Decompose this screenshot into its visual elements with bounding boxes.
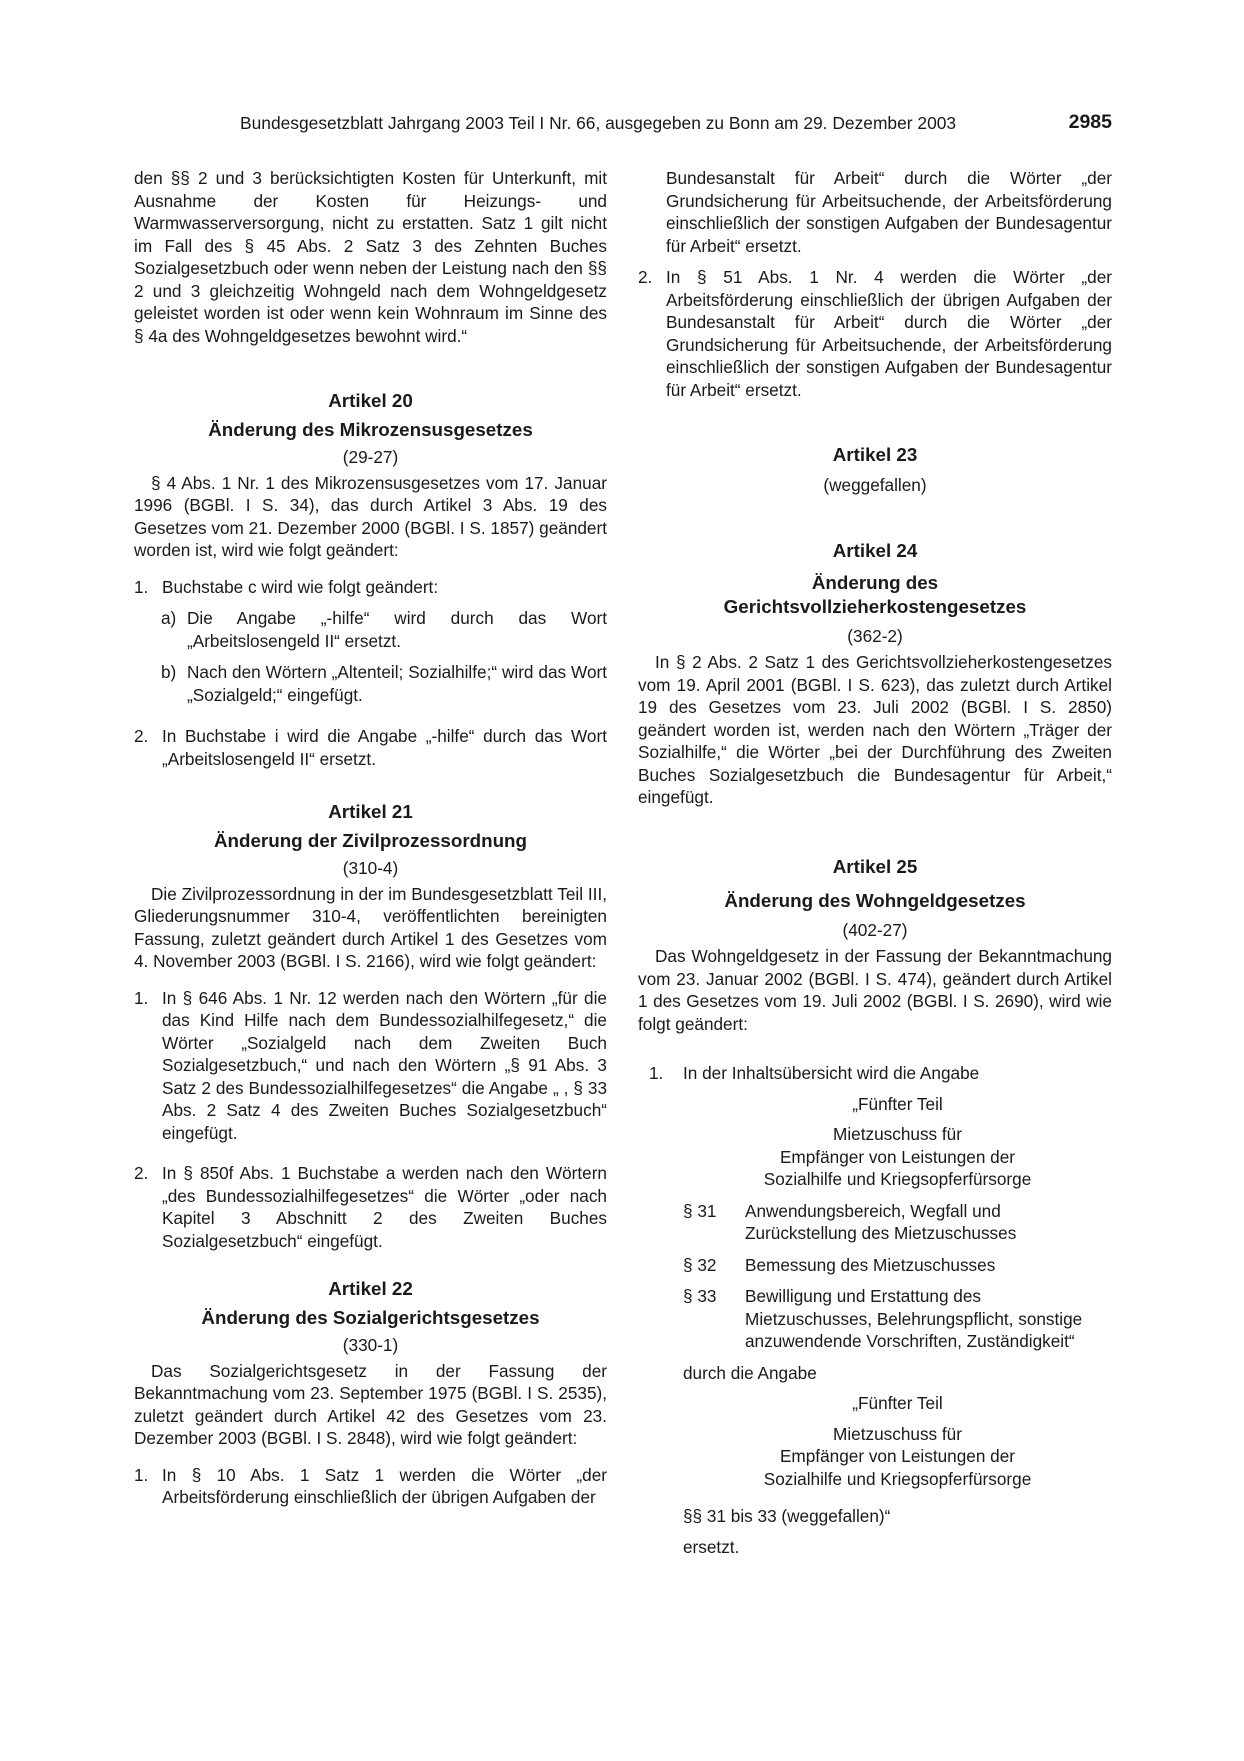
- article-24-number: Artikel 24: [832, 539, 918, 561]
- connector-text: durch die Angabe: [683, 1362, 817, 1383]
- quoted-heading: „Fünfter Teil: [852, 1393, 943, 1413]
- article-25-title: Änderung des Wohngeldgesetzes: [724, 889, 1026, 911]
- article-24-title-line1: Änderung des: [811, 571, 939, 593]
- article-20-number: Artikel 20: [328, 390, 413, 411]
- paragraph-entry: § 31 Anwendungsbereich, Wegfall und Zurückstellung des Mietzuschusses: [683, 1200, 1017, 1243]
- running-title: Bundesgesetzblatt Jahrgang 2003 Teil I Nr. 66, ausgegeben zu Bonn am 29. Dezember 2003: [240, 113, 957, 133]
- article-22-number: Artikel 22: [328, 1278, 413, 1299]
- article-24-text: In § 2 Abs. 2 Satz 1 des Gerichtsvollzieherkostengesetzes vom 19. April 2001 (BGBl. I S. 623), das zuletzt durch Artikel 19 des Gesetzes vom 23. Juli 2002 (BGBl. I S. 2850) geändert worden ist, werden nach den Wörtern „Träger der Sozialhilfe,“ die Wörter „bei der Durchführung des Zweiten Buches Sozialgesetzbuch die Bundesagentur für Arbeit,“ eingefügt.: [638, 652, 1112, 807]
- article-24-title-line2: Gerichtsvollzieherkostengesetzes: [723, 595, 1027, 617]
- quoted-subheading: Mietzuschuss für: [833, 1423, 962, 1444]
- article-20-code: (29-27): [342, 447, 399, 467]
- article-23-number: Artikel 23: [832, 444, 918, 465]
- article-21-title: Änderung der Zivilprozessordnung: [213, 830, 528, 851]
- paragraph-entry: § 32 Bemessung des Mietzuschusses: [683, 1254, 996, 1275]
- article-25-code: (402-27): [842, 919, 908, 940]
- page-header: [240, 111, 1112, 139]
- list-item: 2. In § 51 Abs. 1 Nr. 4 werden die Wörter „der Arbeitsförderung einschließlich der übrigen Aufgaben der Bundesanstalt für Arbeit“ durch die Wörter „der Grundsicherung für Arbeitsuchende, der Arbeitsförderung einschließlich der sonstigen Aufgaben der Bundesagentur für Arbeit“ ersetzt.: [638, 267, 1112, 400]
- article-22-text: Das Sozialgerichtsgesetz in der Fassung der Bekanntmachung vom 23. September 1975 (BGBl. I S. 2535), zuletzt geändert durch Artikel 42 des Gesetzes vom 23. Dezember 2003 (BGBl. I S. 2848), wird wie folgt geändert:: [134, 1360, 607, 1448]
- list-item: 1. Buchstabe c wird wie folgt geändert:: [134, 576, 439, 597]
- right-column: [638, 167, 1112, 1558]
- list-item: a) Die Angabe „-hilfe“ wird durch das Wort „Arbeitslosengeld II“ ersetzt.: [161, 608, 607, 651]
- list-item: 1. In § 646 Abs. 1 Nr. 12 werden nach den Wörtern „für die das Kind Hilfe nach dem Bundessozialhilfegesetz,“ die Wörter „Sozialgeld nach dem Zweiten Buch Sozialgesetzbuch,“ und nach den Wörtern „§ 91 Abs. 3 Satz 2 des Bundessozialhilfegesetzes“ die Angabe „ , § 33 Abs. 2 Satz 4 des Zweiten Buches Sozialgesetzbuch“ eingefügt.: [134, 987, 607, 1143]
- left-column: [134, 167, 607, 1509]
- quoted-subheading: Empfänger von Leistungen der: [779, 1446, 1016, 1466]
- article-20-title: Änderung des Mikrozensusgesetzes: [208, 419, 533, 440]
- quoted-subheading: Empfänger von Leistungen der: [779, 1146, 1016, 1167]
- list-item: 1. In der Inhaltsübersicht wird die Angabe: [649, 1063, 980, 1083]
- page-number: 2985: [1068, 111, 1112, 133]
- article-22-code: (330-1): [342, 1335, 399, 1355]
- article-23-note: (weggefallen): [823, 475, 927, 495]
- article-25-number: Artikel 25: [832, 855, 918, 877]
- article-21-text: Die Zivilprozessordnung in der im Bundesgesetzblatt Teil III, Gliederungsnummer 310-4, veröffentlichten bereinigten Fassung, zuletzt geändert durch Artikel 1 des Gesetzes vom 4. November 2003 (BGBl. I S. 2166), wird wie folgt geändert:: [134, 883, 607, 971]
- article-22-title: Änderung des Sozialgerichtsgesetzes: [201, 1307, 540, 1328]
- article-21-code: (310-4): [342, 858, 399, 878]
- list-item: b) Nach den Wörtern „Altenteil; Sozialhilfe;“ wird das Wort „Sozialgeld;“ eingefügt.: [161, 662, 607, 705]
- list-item: 1. In § 10 Abs. 1 Satz 1 werden die Wörter „der Arbeitsförderung einschließlich der übrigen Aufgaben der: [134, 1464, 607, 1507]
- article-21-number: Artikel 21: [328, 801, 413, 822]
- intro-paragraph: den §§ 2 und 3 berücksichtigten Kosten für Unterkunft, mit Ausnahme der Kosten für Heizungs- und Warmwasserversorgung, nicht zu erstatten. Satz 1 gilt nicht im Fall des § 45 Abs. 2 Satz 3 des Zehnten Buches Sozialgesetzbuch oder wenn neben der Leistung nach den §§ 2 und 3 gleichzeitig Wohngeld nach dem Wohngeldgesetz geleistet worden ist oder wenn kein Wohnraum im Sinne des § 4a des Wohngeldgesetzes bewohnt wird.“: [134, 168, 607, 346]
- quoted-subheading: Sozialhilfe und Kriegsopferfürsorge: [763, 1468, 1032, 1489]
- article-25-text: Das Wohngeldgesetz in der Fassung der Bekanntmachung vom 23. Januar 2002 (BGBl. I S. 474), geändert durch Artikel 1 des Gesetzes vom 19. Juli 2002 (BGBl. I S. 2690), wird wie folgt geändert:: [638, 946, 1112, 1034]
- quoted-subheading: Sozialhilfe und Kriegsopferfürsorge: [763, 1169, 1032, 1189]
- quoted-heading: „Fünfter Teil: [852, 1093, 943, 1114]
- article-24-code: (362-2): [847, 625, 903, 646]
- continued-paragraph: Bundesanstalt für Arbeit“ durch die Wörter „der Grundsicherung für Arbeitsuchende, der Arbeitsförderung einschließlich der sonstigen Aufgaben der Bundesagentur für Arbeit“ ersetzt.: [666, 168, 1112, 256]
- list-item: 2. In Buchstabe i wird die Angabe „-hilfe“ durch das Wort „Arbeitslosengeld II“ ersetzt.: [134, 726, 607, 769]
- article-20-text: § 4 Abs. 1 Nr. 1 des Mikrozensusgesetzes vom 17. Januar 1996 (BGBl. I S. 34), das durch Artikel 3 Abs. 19 des Gesetzes vom 21. Dezember 2000 (BGBl. I S. 1857) geändert worden ist, wird wie folgt geändert:: [134, 472, 607, 560]
- quoted-subheading: Mietzuschuss für: [833, 1124, 962, 1144]
- paragraph-entry: §§ 31 bis 33 (weggefallen)“: [683, 1506, 891, 1526]
- list-item: 2. In § 850f Abs. 1 Buchstabe a werden nach den Wörtern „des Bundessozialhilfegesetzes“ die Wörter „oder nach Kapitel 3 Abschnitt 2 des Zweiten Buches Sozialgesetzbuch“ eingefügt.: [134, 1163, 607, 1251]
- connector-text: ersetzt.: [683, 1536, 740, 1557]
- paragraph-entry: § 33 Bewilligung und Erstattung des Mietzuschusses, Belehrungspflicht, sonstige anzuwendende Vorschriften, Zuständigkeit“: [683, 1286, 1083, 1351]
